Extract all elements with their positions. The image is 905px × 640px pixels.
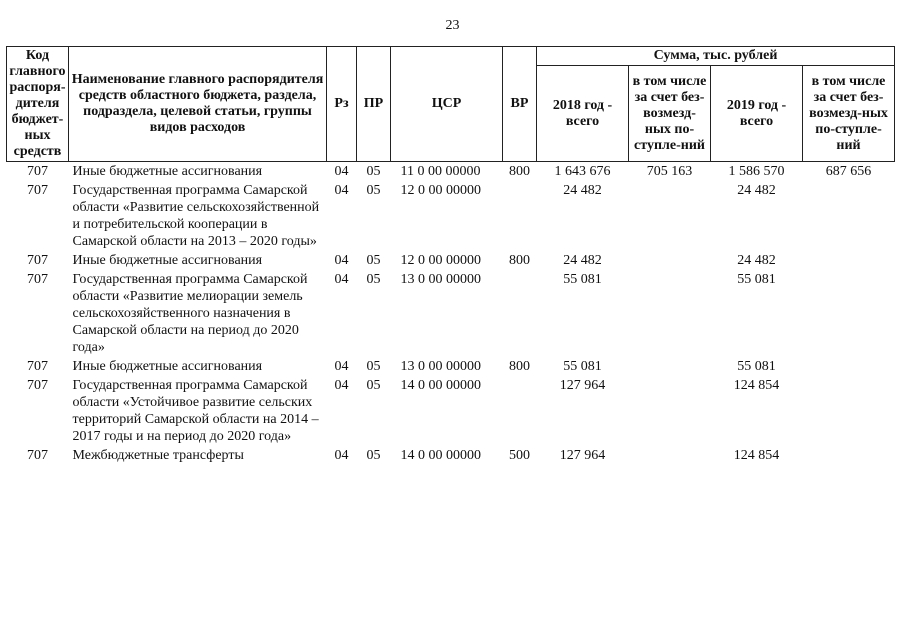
cell-rz: 04 [334,378,349,393]
cell-2018-free [629,357,711,376]
cell-2018-total: 55 081 [563,272,602,287]
cell-name: Иные бюджетные ассигнования [72,359,263,374]
header-pr: ПР [357,47,391,162]
cell-2019-free [803,181,895,251]
cell-name: Государственная программа Самарской области «Устойчивое развитие сельских территорий Самарской области на 2014 – 2017 годы и на период до 2020 года» [72,378,319,444]
cell-2018-free [629,376,711,446]
table-row [7,270,895,357]
cell-name: Межбюджетные трансферты [72,448,244,463]
cell-2018-total: 127 964 [559,378,606,393]
cell-pr: 05 [366,183,381,198]
header-2018-total: 2018 год - всего [537,66,629,162]
cell-vr [503,181,537,251]
cell-name: Государственная программа Самарской области «Развитие мелиорации земель сельскохозяйственного назначения в Самарской области на период до 2020 года» [72,272,308,355]
cell-2019-free [803,270,895,357]
cell-2018-total: 24 482 [563,253,602,268]
table-row [7,376,895,446]
cell-2019-total: 55 081 [737,359,776,374]
cell-rz: 04 [334,164,349,179]
cell-code: 707 [27,253,48,268]
cell-vr: 500 [509,448,530,463]
cell-pr: 05 [366,359,381,374]
cell-2018-free: 705 163 [646,164,693,179]
cell-2018-total: 127 964 [559,448,606,463]
table-row [7,446,895,465]
table-row [7,251,895,270]
cell-code: 707 [27,183,48,198]
page-number: 23 [445,18,460,33]
cell-2018-total: 55 081 [563,359,602,374]
cell-2019-total: 124 854 [733,378,780,393]
cell-rz: 04 [334,448,349,463]
cell-2019-total: 24 482 [737,253,776,268]
cell-csr: 14 0 00 00000 [400,378,481,393]
cell-pr: 05 [366,448,381,463]
cell-2019-total: 24 482 [737,183,776,198]
cell-2018-free [629,270,711,357]
cell-2018-total: 1 643 676 [554,164,611,179]
cell-pr: 05 [366,253,381,268]
table-row [7,181,895,251]
cell-code: 707 [27,359,48,374]
cell-csr: 13 0 00 00000 [400,272,481,287]
cell-2019-total: 1 586 570 [728,164,785,179]
cell-2019-total: 124 854 [733,448,780,463]
header-2019-free: в том числе за счет без-возмезд-ных по-ступле-ний [803,66,895,162]
cell-csr: 12 0 00 00000 [400,253,481,268]
cell-vr [503,376,537,446]
cell-csr: 13 0 00 00000 [400,359,481,374]
cell-code: 707 [27,164,48,179]
header-sum: Сумма, тыс. рублей [537,47,895,66]
cell-2018-total: 24 482 [563,183,602,198]
cell-vr: 800 [509,253,530,268]
cell-code: 707 [27,272,48,287]
cell-rz: 04 [334,359,349,374]
cell-csr: 14 0 00 00000 [400,448,481,463]
cell-2019-total: 55 081 [737,272,776,287]
cell-2019-free [803,251,895,270]
cell-vr [503,270,537,357]
header-name: Наименование главного распорядителя средств областного бюджета, раздела, подраздела, целевой статьи, группы видов расходов [69,47,327,162]
cell-2018-free [629,251,711,270]
cell-vr: 800 [509,164,530,179]
cell-rz: 04 [334,272,349,287]
cell-2018-free [629,181,711,251]
table-row [7,357,895,376]
header-csr: ЦСР [391,47,503,162]
cell-pr: 05 [366,164,381,179]
cell-2019-free [803,446,895,465]
cell-2018-free [629,446,711,465]
cell-pr: 05 [366,272,381,287]
cell-name: Иные бюджетные ассигнования [72,164,263,179]
cell-name: Иные бюджетные ассигнования [72,253,263,268]
cell-2019-free [803,376,895,446]
cell-code: 707 [27,378,48,393]
header-vr: ВР [503,47,537,162]
cell-name: Государственная программа Самарской области «Развитие сельскохозяйственной и потребительской кооперации в Самарской области на 2013 – 2020 годы» [72,183,320,249]
cell-2019-free [803,357,895,376]
header-code: Код главного распоря-дителя бюджет-ных средств [7,47,69,162]
budget-table [6,46,895,465]
cell-pr: 05 [366,378,381,393]
header-2018-free: в том числе за счет без-возмезд-ных по-ступле-ний [629,66,711,162]
cell-2019-free: 687 656 [825,164,872,179]
cell-rz: 04 [334,183,349,198]
cell-rz: 04 [334,253,349,268]
cell-code: 707 [27,448,48,463]
cell-csr: 12 0 00 00000 [400,183,481,198]
header-rz: Рз [327,47,357,162]
cell-csr: 11 0 00 00000 [400,164,481,179]
table-row [7,162,895,182]
header-2019-total: 2019 год - всего [711,66,803,162]
cell-vr: 800 [509,359,530,374]
